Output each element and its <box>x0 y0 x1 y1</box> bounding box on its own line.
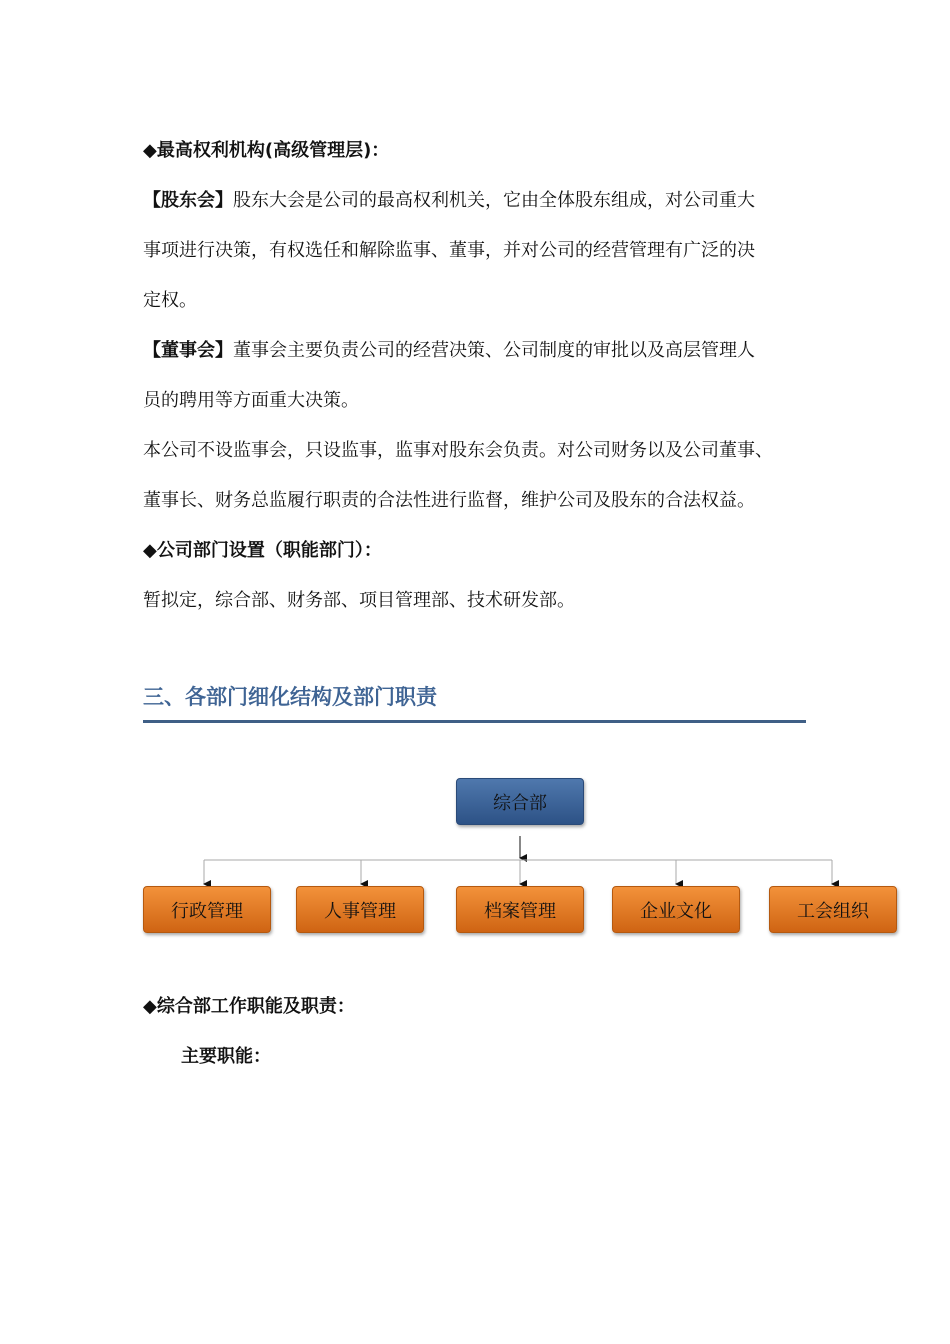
shareholders-line-2: 事项进行决策，有权选任和解除监事、董事，并对公司的经营管理有广泛的决 <box>143 240 755 261</box>
board-label: 【董事会】 <box>143 340 233 361</box>
org-child-box-5: 工会组织 <box>769 886 897 933</box>
org-child-box-3: 档案管理 <box>456 886 584 933</box>
shareholders-label: 【股东会】 <box>143 190 233 211</box>
supervisor-line-2: 董事长、财务总监履行职责的合法性进行监督，维护公司及股东的合法权益。 <box>143 490 755 511</box>
heading-authority: ◆最高权利机构(高级管理层)： <box>143 140 390 161</box>
org-root-box: 综合部 <box>456 778 584 825</box>
subheading-main-functions: 主要职能： <box>181 1046 271 1067</box>
heading-departments: ◆公司部门设置（职能部门）： <box>143 540 382 561</box>
org-child-box-1: 行政管理 <box>143 886 271 933</box>
board-line-1: 【董事会】董事会主要负责公司的经营决策、公司制度的审批以及高层管理人 <box>143 340 755 361</box>
heading-general-dept: ◆综合部工作职能及职责： <box>143 996 355 1017</box>
supervisor-line-1: 本公司不设监事会，只设监事，监事对股东会负责。对公司财务以及公司董事、 <box>143 440 773 461</box>
org-child-box-2: 人事管理 <box>296 886 424 933</box>
departments-text: 暂拟定，综合部、财务部、项目管理部、技术研发部。 <box>143 590 575 611</box>
shareholders-line-1: 【股东会】股东大会是公司的最高权利机关，它由全体股东组成，对公司重大 <box>143 190 755 211</box>
chapter-heading: 三、各部门细化结构及部门职责 <box>143 685 437 709</box>
board-line-2: 员的聘用等方面重大决策。 <box>143 390 359 411</box>
org-child-box-4: 企业文化 <box>612 886 740 933</box>
shareholders-line-3: 定权。 <box>143 290 197 311</box>
